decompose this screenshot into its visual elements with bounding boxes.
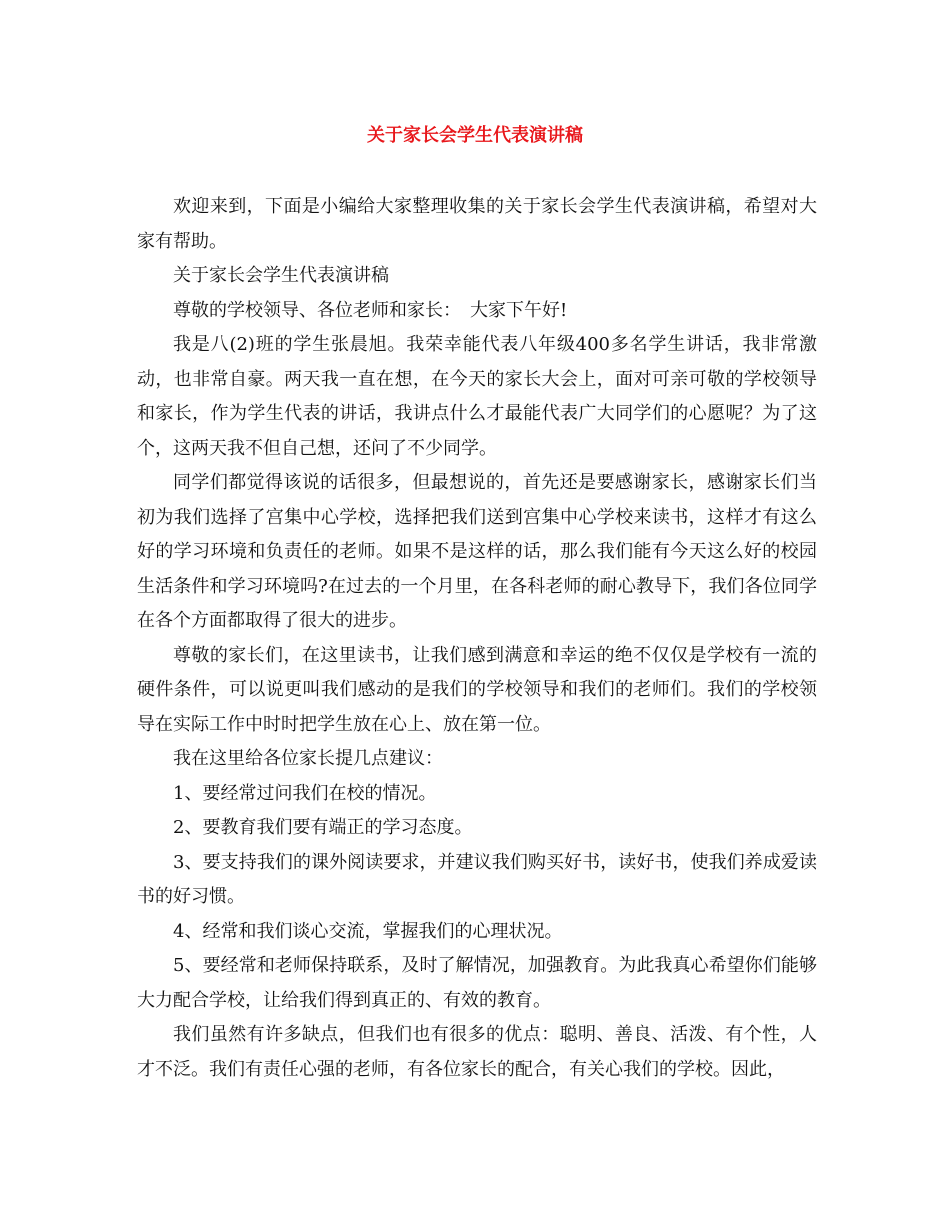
list-item: 3、要支持我们的课外阅读要求，并建议我们购买好书，读好书，使我们养成爱读书的好习惯。: [137, 851, 817, 907]
paragraph-heading: 关于家长会学生代表演讲稿: [173, 265, 389, 286]
document-title: 关于家长会学生代表演讲稿: [367, 125, 583, 146]
paragraph-intro: 欢迎来到，下面是小编给大家整理收集的关于家长会学生代表演讲稿，希望对大家有帮助。: [137, 196, 817, 252]
paragraph: 我在这里给各位家长提几点建议：: [173, 748, 443, 769]
list-item: 2、要教育我们要有端正的学习态度。: [173, 817, 473, 838]
paragraph: 我们虽然有许多缺点，但我们也有很多的优点：聪明、善良、活泼、有个性，人才不泛。我们有责任心强的老师，有各位家长的配合，有关心我们的学校。因此，: [137, 1024, 817, 1080]
paragraph-greeting: 尊敬的学校领导、各位老师和家长： 大家下午好!: [173, 299, 568, 321]
paragraph: 我是八(2)班的学生张晨旭。我荣幸能代表八年级400多名学生讲话，我非常激动，也非常自豪。两天我一直在想，在今天的家长大会上，面对可亲可敬的学校领导和家长，作为学生代表的讲话，我讲点什么才最能代表广大同学们的心愿呢？为了这个，这两天我不但自己想，还问了不少同学。: [137, 334, 817, 459]
paragraph: 同学们都觉得该说的话很多，但最想说的，首先还是要感谢家长，感谢家长们当初为我们选择了宫集中心学校，选择把我们送到宫集中心学校来读书，这样才有这么好的学习环境和负责任的老师。如果不是这样的话，那么我们能有今天这么好的校园生活条件和学习环境吗?在过去的一个月里，在各科老师的耐心教导下，我们各位同学在各个方面都取得了很大的进步。: [137, 472, 817, 631]
list-item: 5、要经常和老师保持联系，及时了解情况，加强教育。为此我真心希望你们能够大力配合学校，让给我们得到真正的、有效的教育。: [137, 955, 817, 1011]
list-item: 4、经常和我们谈心交流，掌握我们的心理状况。: [173, 920, 563, 942]
paragraph: 尊敬的家长们，在这里读书，让我们感到满意和幸运的绝不仅仅是学校有一流的硬件条件，可以说更叫我们感动的是我们的学校领导和我们的老师们。我们的学校领导在实际工作中时时把学生放在心上、放在第一位。: [137, 644, 817, 735]
list-item: 1、要经常过问我们在校的情况。: [173, 782, 437, 804]
document-body: [137, 190, 817, 1087]
